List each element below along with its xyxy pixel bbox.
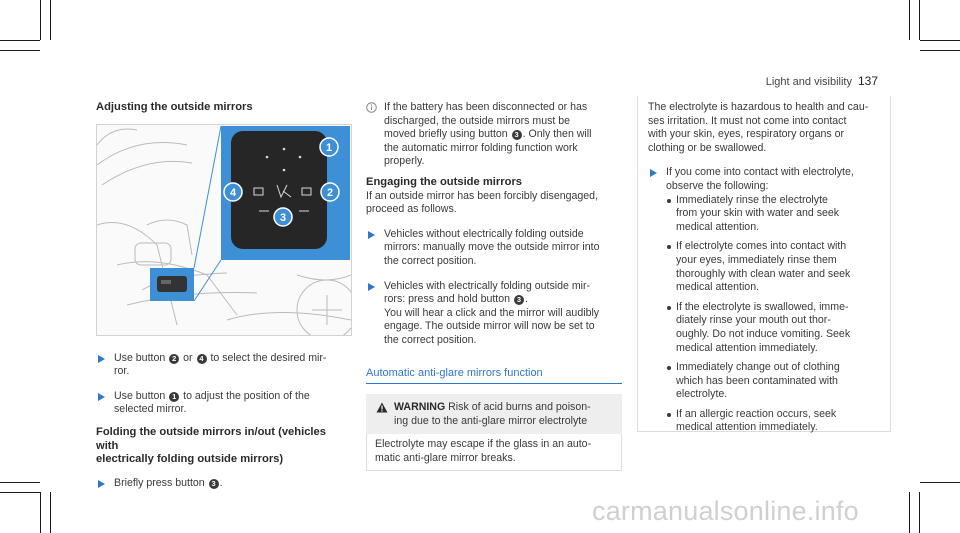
- note: If the battery has been disconnected or has discharged, the outside mirrors must be moved briefly using button 3 . Only then will the automatic mirror folding function work properly.: [366, 101, 622, 169]
- watermark: carmanualsonline.info: [592, 496, 859, 526]
- crop-mark: [919, 492, 920, 533]
- warning-body-box: Electrolyte may escape if the glass in an auto- matic anti-glare mirror breaks.: [366, 434, 622, 471]
- crop-mark: [50, 0, 51, 40]
- list-item: If the electrolyte is swallowed, imme- diately rinse your mouth out thor- oughly. Do not induce vomiting. Seek medical attention immediately.: [665, 301, 884, 355]
- callout-4: 4: [229, 186, 237, 199]
- auto-antiglare-title: Automatic anti-glare mirrors function: [366, 366, 543, 379]
- crop-mark: [40, 0, 41, 40]
- button-ref-1: 1: [169, 392, 179, 402]
- page-number: 137: [857, 74, 878, 88]
- crop-mark: [909, 0, 910, 40]
- list-item: If electrolyte comes into contact with your eyes, immediately rinse them thoroughly with clean water and seek medical attention.: [665, 240, 884, 294]
- step-adjust-position: Use button 1 to adjust the position of the selected mirror.: [96, 390, 349, 417]
- left-column: [96, 101, 349, 490]
- button-ref-3: 3: [512, 130, 522, 140]
- warning-triangle-icon: [376, 402, 388, 413]
- crop-mark: [920, 50, 960, 51]
- crop-mark: [0, 50, 40, 51]
- step-fold: Briefly press button 3 .: [96, 477, 349, 491]
- engage-intro: If an outside mirror has been forcibly disengaged, proceed as follows.: [366, 189, 599, 216]
- step-press-hold: Vehicles with electrically folding outside mir- rors: press and hold button 3 . You will hear a click and the mirror will audibly engage. The outside mirror will now be set to the correct position.: [366, 280, 622, 348]
- section-name: Light and visibility: [765, 76, 852, 88]
- engage-title: Engaging the outside mirrors: [366, 175, 523, 188]
- crop-mark: [0, 492, 40, 493]
- step-manual-move: Vehicles without electrically folding outside mirrors: manually move the outside mirror into the correct position.: [366, 228, 622, 269]
- mirror-control-illustration: [96, 124, 352, 336]
- step-arrow-icon: [98, 480, 105, 488]
- button-ref-2: 2: [169, 354, 179, 364]
- callout-2: 2: [326, 186, 334, 199]
- step-arrow-icon: [650, 169, 657, 177]
- warning-header: WARNING Risk of acid burns and poison- ing due to the anti-glare mirror electrolyte: [374, 401, 614, 428]
- crop-mark: [920, 40, 960, 41]
- warning-label: WARNING: [394, 401, 446, 414]
- callout-3: 3: [279, 211, 287, 224]
- step-arrow-icon: [368, 283, 375, 291]
- crop-mark: [920, 482, 960, 483]
- running-header: [766, 74, 878, 88]
- electrolyte-intro: The electrolyte is hazardous to health and cau- ses irritation. It must not come into contact with your skin, eyes, respiratory organs or clothing or be swallowed.: [648, 101, 869, 154]
- button-ref-3: 3: [514, 295, 524, 305]
- crop-mark: [40, 492, 41, 533]
- fold-title: Folding the outside mirrors in/out (vehicles with electrically folding outside mirrors): [96, 425, 326, 466]
- right-column: [648, 101, 884, 435]
- crop-mark: [0, 482, 40, 483]
- crop-mark: [909, 492, 910, 533]
- list-item: Immediately change out of clothing which has been contaminated with electrolyte.: [665, 361, 884, 402]
- crop-mark: [919, 0, 920, 40]
- button-ref-3: 3: [209, 479, 219, 489]
- list-item: If an allergic reaction occurs, seek medical attention immediately.: [665, 408, 884, 435]
- crop-mark: [50, 492, 51, 533]
- info-icon: [366, 102, 377, 113]
- step-arrow-icon: [98, 355, 105, 363]
- step-select-mirror: Use button 2 or 4 to select the desired mir- ror.: [96, 352, 349, 379]
- step-arrow-icon: [98, 393, 105, 401]
- crop-mark: [0, 40, 40, 41]
- middle-column: [366, 101, 622, 471]
- callout-1: 1: [325, 141, 333, 154]
- warning-box: [366, 394, 622, 434]
- step-contact: If you come into contact with electrolyte, observe the following:: [648, 166, 884, 193]
- section-title: Adjusting the outside mirrors: [96, 101, 253, 113]
- step-arrow-icon: [368, 231, 375, 239]
- list-item: Immediately rinse the electrolyte from your skin with water and seek medical attention.: [665, 194, 884, 235]
- button-ref-4: 4: [197, 354, 207, 364]
